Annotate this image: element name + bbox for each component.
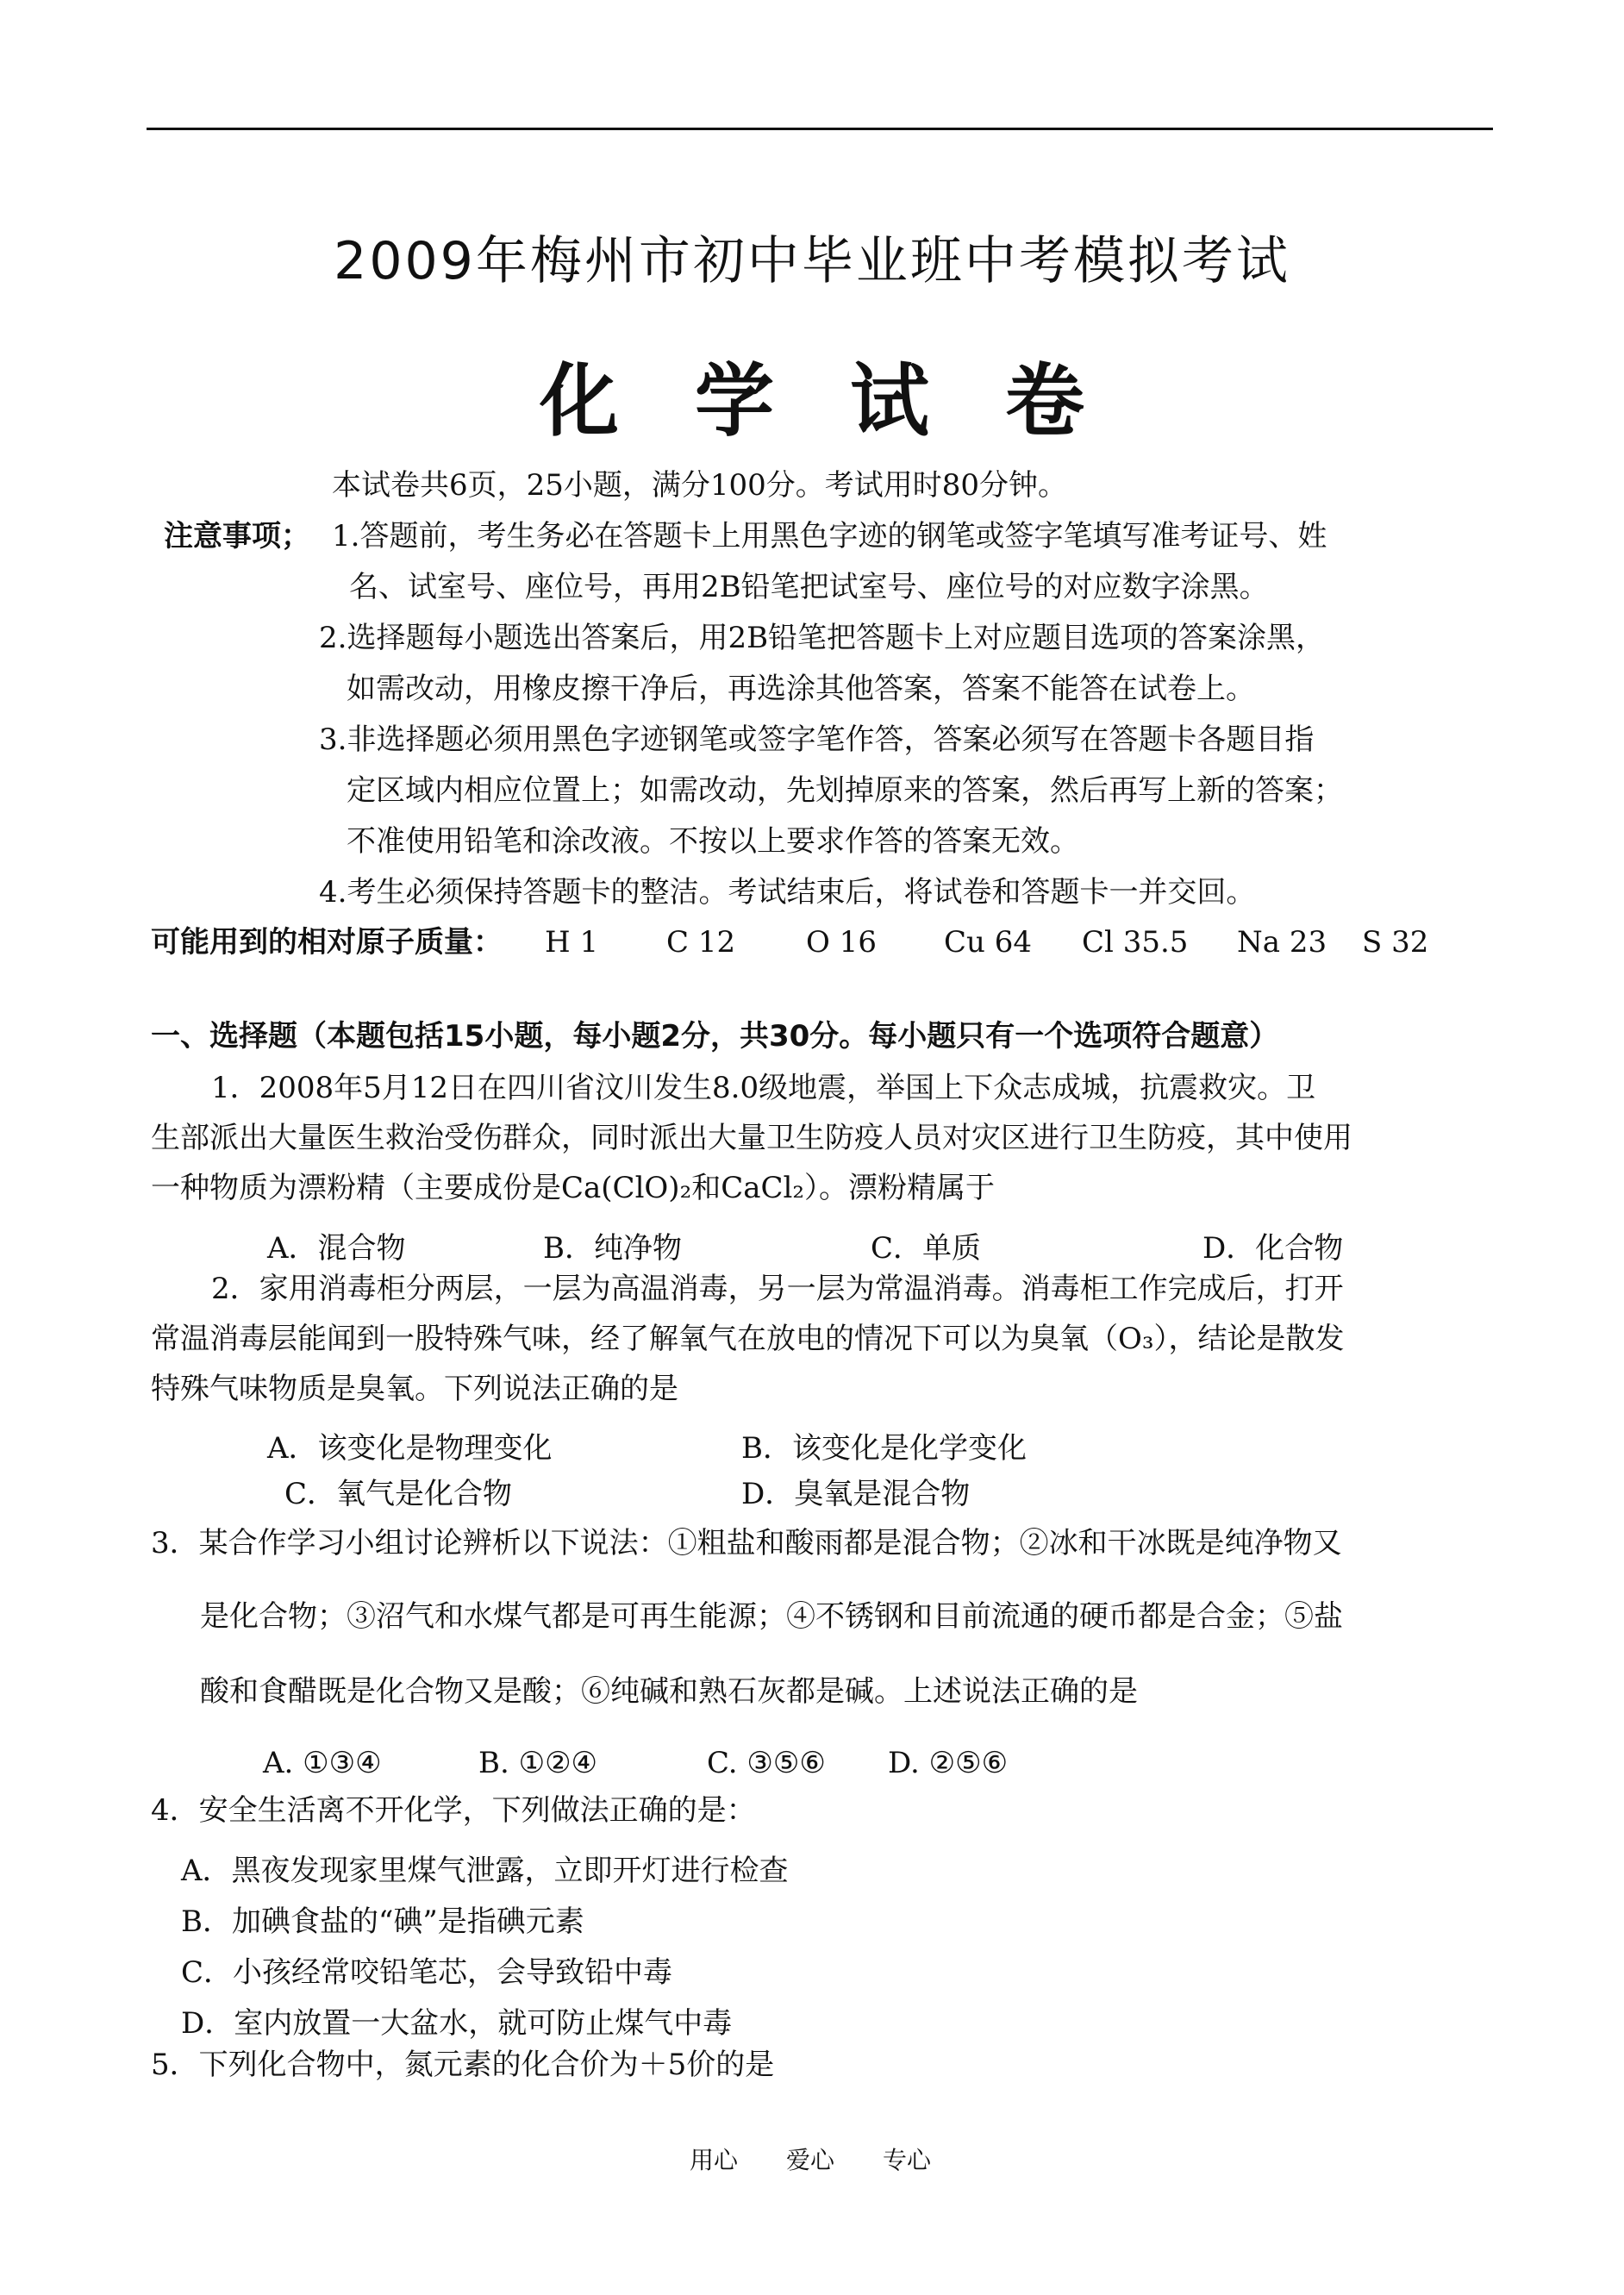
q3-option-c: C. ③⑤⑥ bbox=[707, 1746, 826, 1780]
q5-stem: 5．下列化合物中，氮元素的化合价为＋5价的是 bbox=[151, 2048, 775, 2082]
atomic-mass-h: H 1 bbox=[545, 925, 599, 960]
atomic-mass-s: S 32 bbox=[1362, 925, 1429, 960]
footer-text-1: 用心 bbox=[690, 2146, 739, 2174]
q1-line-3: 一种物质为漂粉精（主要成份是Ca(ClO)₂和CaCl₂）。漂粉精属于 bbox=[151, 1171, 996, 1205]
q2-option-a: A．该变化是物理变化 bbox=[267, 1431, 553, 1466]
q4-option-c: C．小孩经常咬铅笔芯，会导致铅中毒 bbox=[181, 1955, 673, 1990]
q2-line-3: 特殊气味物质是臭氧。下列说法正确的是 bbox=[151, 1372, 678, 1406]
exam-intro: 本试卷共6页，25小题，满分100分。考试用时80分钟。 bbox=[332, 468, 1068, 503]
q1-line-2: 生部派出大量医生救治受伤群众，同时派出大量卫生防疫人员对灾区进行卫生防疫，其中使用 bbox=[151, 1121, 1352, 1155]
q4-option-a: A．黑夜发现家里煤气泄露，立即开灯进行检查 bbox=[181, 1854, 789, 1888]
q1-option-b: B．纯净物 bbox=[543, 1231, 682, 1266]
q2-option-b: B．该变化是化学变化 bbox=[741, 1431, 1027, 1466]
q2-line-1: 2．家用消毒柜分两层，一层为高温消毒，另一层为常温消毒。消毒柜工作完成后，打开 bbox=[211, 1272, 1344, 1306]
atomic-mass-c: C 12 bbox=[666, 925, 736, 960]
notice-label: 注意事项； bbox=[164, 519, 310, 553]
atomic-mass-label: 可能用到的相对原子质量： bbox=[151, 925, 503, 960]
section-heading: 一、选择题（本题包括15小题，每小题2分，共30分。每小题只有一个选项符合题意） bbox=[151, 1019, 1279, 1054]
q1-option-c: C．单质 bbox=[871, 1231, 982, 1266]
top-rule bbox=[147, 128, 1493, 130]
atomic-mass-cu: Cu 64 bbox=[944, 925, 1032, 960]
notice-line-7: 不准使用铅笔和涂改液。不按以上要求作答的答案无效。 bbox=[347, 824, 1079, 859]
notice-line-5: 3.非选择题必须用黑色字迹钢笔或签字笔作答，答案必须写在答题卡各题目指 bbox=[319, 722, 1315, 757]
q3-line-3: 酸和食醋既是化合物又是酸；⑥纯碱和熟石灰都是碱。上述说法正确的是 bbox=[200, 1674, 1138, 1709]
atomic-mass-cl: Cl 35.5 bbox=[1082, 925, 1189, 960]
q3-line-2: 是化合物；③沼气和水煤气都是可再生能源；④不锈钢和目前流通的硬币都是合金；⑤盐 bbox=[200, 1599, 1343, 1634]
q2-option-d: D．臭氧是混合物 bbox=[741, 1477, 971, 1511]
q1-option-d: D．化合物 bbox=[1202, 1231, 1344, 1266]
subject-title: 化学试卷 bbox=[539, 355, 1160, 447]
q4-option-d: D．室内放置一大盆水，就可防止煤气中毒 bbox=[181, 2006, 733, 2041]
q1-line-1: 1．2008年5月12日在四川省汶川发生8.0级地震，举国上下众志成城，抗震救灾。卫 bbox=[211, 1071, 1316, 1105]
atomic-mass-o: O 16 bbox=[806, 925, 877, 960]
q3-line-1: 3．某合作学习小组讨论辨析以下说法：①粗盐和酸雨都是混合物；②冰和干冰既是纯净物又 bbox=[151, 1526, 1342, 1560]
q1-option-a: A．混合物 bbox=[267, 1231, 406, 1266]
q3-option-b: B. ①②④ bbox=[478, 1746, 598, 1780]
exam-title: 2009年梅州市初中毕业班中考模拟考试 bbox=[334, 231, 1290, 291]
q4-option-b: B．加碘食盐的“碘”是指碘元素 bbox=[181, 1904, 584, 1939]
notice-line-8: 4.考生必须保持答题卡的整洁。考试结束后，将试卷和答题卡一并交回。 bbox=[319, 875, 1256, 910]
q3-option-d: D. ②⑤⑥ bbox=[888, 1746, 1009, 1780]
q2-option-c: C．氧气是化合物 bbox=[284, 1477, 513, 1511]
notice-line-1: 1.答题前，考生务必在答题卡上用黑色字迹的钢笔或签字笔填写准考证号、姓 bbox=[332, 519, 1327, 553]
footer-text-3: 专心 bbox=[883, 2146, 932, 2174]
notice-line-3: 2.选择题每小题选出答案后，用2B铅笔把答题卡上对应题目选项的答案涂黑， bbox=[319, 621, 1326, 655]
notice-line-4: 如需改动，用橡皮擦干净后，再选涂其他答案，答案不能答在试卷上。 bbox=[347, 672, 1255, 706]
atomic-mass-na: Na 23 bbox=[1237, 925, 1327, 960]
q2-line-2: 常温消毒层能闻到一股特殊气味，经了解氧气在放电的情况下可以为臭氧（O₃），结论是散发 bbox=[151, 1322, 1345, 1356]
page-footer bbox=[690, 2142, 979, 2176]
notice-line-2: 名、试室号、座位号，再用2B铅笔把试室号、座位号的对应数字涂黑。 bbox=[349, 570, 1269, 604]
footer-text-2: 爱心 bbox=[786, 2146, 835, 2174]
q3-option-a: A. ①③④ bbox=[263, 1746, 382, 1780]
q4-stem: 4．安全生活离不开化学，下列做法正确的是： bbox=[151, 1793, 756, 1828]
notice-line-6: 定区域内相应位置上；如需改动，先划掉原来的答案，然后再写上新的答案； bbox=[347, 773, 1343, 808]
